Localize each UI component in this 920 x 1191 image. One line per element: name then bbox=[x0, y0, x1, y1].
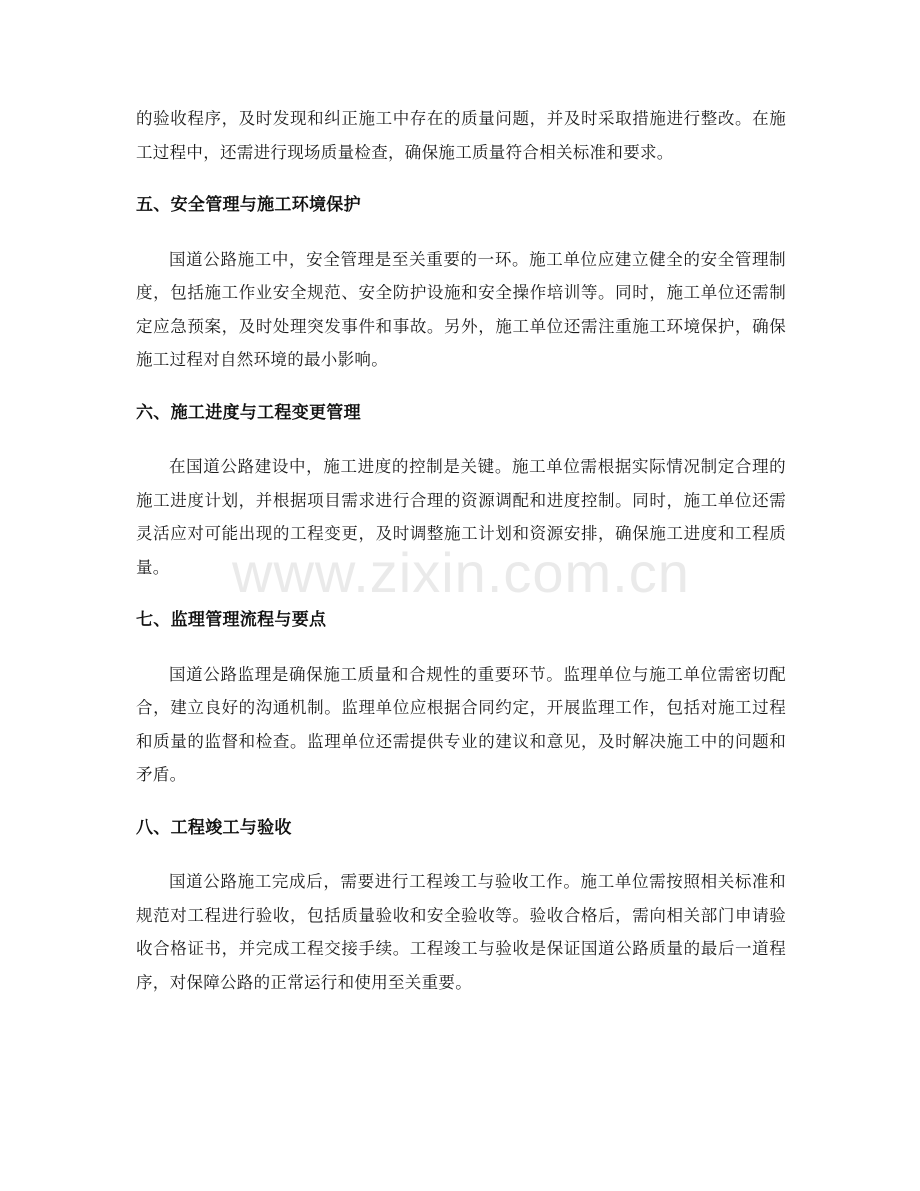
section-heading-6: 六、施工进度与工程变更管理 bbox=[136, 402, 361, 423]
section-body-6: 在国道公路建设中，施工进度的控制是关键。施工单位需根据实际情况制定合理的施工进度计划，并根据项目需求进行合理的资源调配和进度控制。同时，施工单位还需灵活应对可能出现的工程变更，及时调整施工计划和资源安排，确保施工进度和工程质量。 bbox=[136, 457, 786, 577]
intro-paragraph: 的验收程序，及时发现和纠正施工中存在的质量问题，并及时采取措施进行整改。在施工过程中，还需进行现场质量检查，确保施工质量符合相关标准和要求。 bbox=[136, 109, 786, 162]
section-heading-5: 五、安全管理与施工环境保护 bbox=[136, 195, 361, 215]
section-body-7: 国道公路监理是确保施工质量和合规性的重要环节。监理单位与施工单位需密切配合，建立良好的沟通机制。监理单位应根据合同约定，开展监理工作，包括对施工过程和质量的监督和检查。监理单位还需提供专业的建议和意见，及时解决施工中的问题和矛盾。 bbox=[136, 664, 786, 784]
section-body-5: 国道公路施工中，安全管理是至关重要的一环。施工单位应建立健全的安全管理制度，包括施工作业安全规范、安全防护设施和安全操作培训等。同时，施工单位还需制定应急预案，及时处理突发事件和事故。另外，施工单位还需注重施工环境保护，确保施工过程对自然环境的最小影响。 bbox=[136, 249, 786, 369]
section-heading-8: 八、工程竣工与验收 bbox=[136, 817, 292, 838]
document-body bbox=[136, 102, 786, 999]
watermark-text: www.zixin.com.cn bbox=[232, 541, 690, 604]
section-body-8: 国道公路施工完成后，需要进行工程竣工与验收工作。施工单位需按照相关标准和规范对工程进行验收，包括质量验收和安全验收等。验收合格后，需向相关部门申请验收合格证书，并完成工程交接手续。工程竣工与验收是保证国道公路质量的最后一道程序，对保障公路的正常运行和使用至关重要。 bbox=[136, 872, 786, 992]
section-heading-7: 七、监理管理流程与要点 bbox=[136, 610, 327, 630]
